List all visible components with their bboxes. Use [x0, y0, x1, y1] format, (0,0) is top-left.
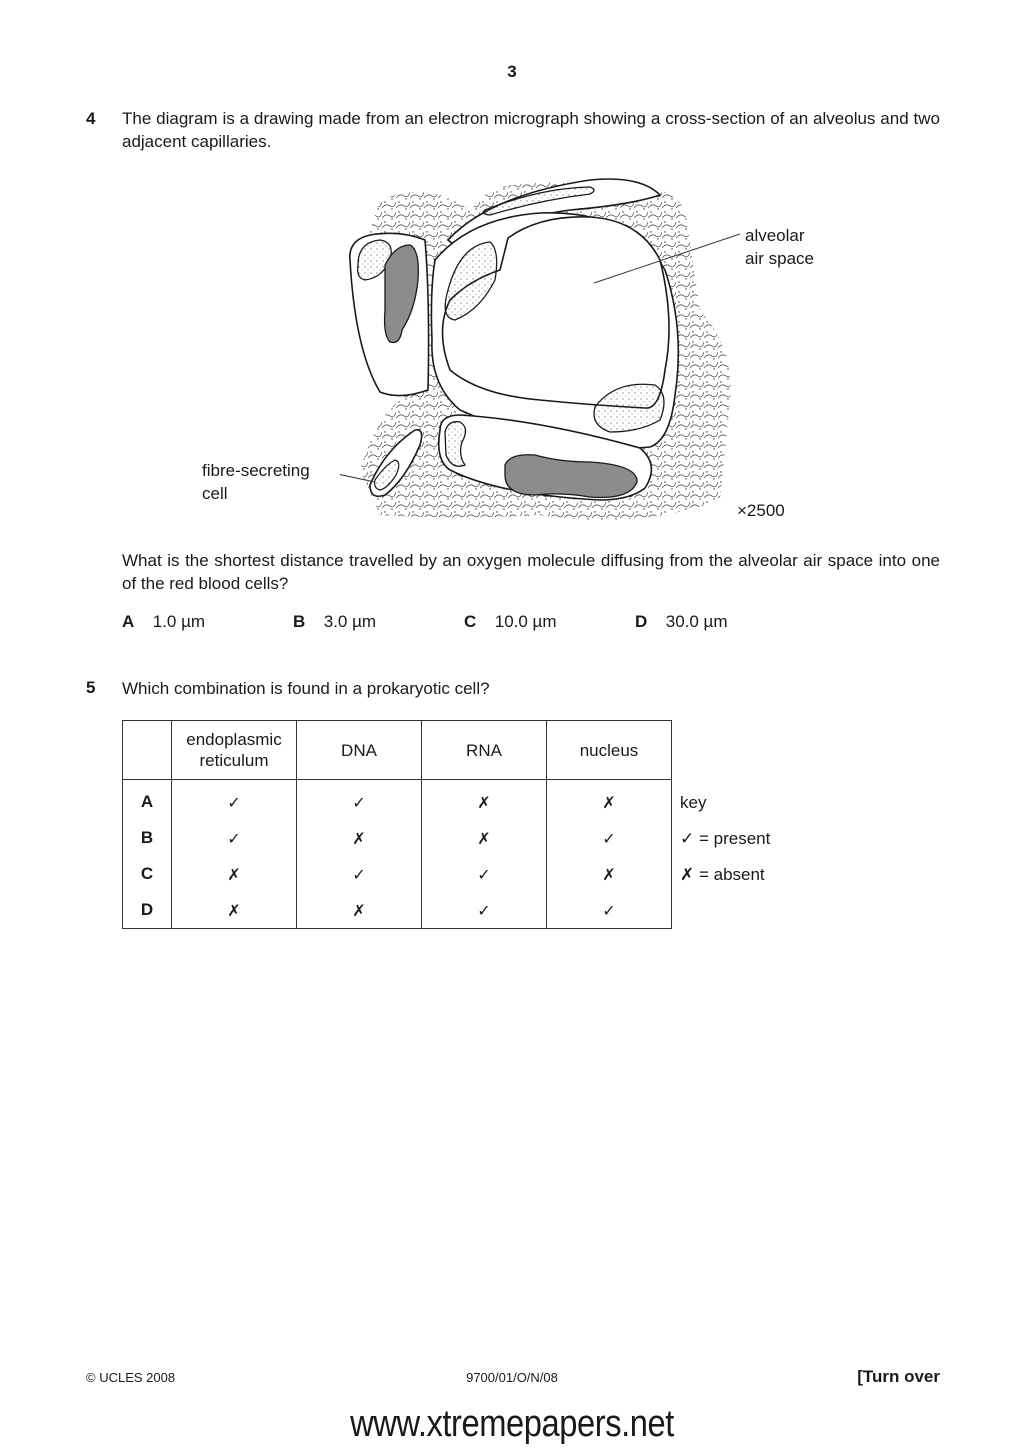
cell-dna: ✓ — [297, 856, 422, 892]
option-d[interactable] — [635, 612, 728, 632]
key-absent: ✗ = absent — [680, 865, 765, 884]
cell-er: ✓ — [172, 780, 297, 821]
cell-rna: ✗ — [422, 780, 547, 821]
footer-turn-over: [Turn over — [857, 1367, 940, 1386]
label-fibre-line2: cell — [202, 484, 228, 503]
footer-copyright: © UCLES 2008 — [86, 1370, 176, 1385]
cell-rna: ✗ — [422, 820, 547, 856]
footer-paper-code: 9700/01/O/N/08 — [466, 1370, 558, 1385]
cell-nucleus: ✓ — [547, 820, 672, 856]
option-c[interactable] — [464, 612, 557, 632]
cell-nucleus: ✗ — [547, 856, 672, 892]
row-label: D — [123, 892, 172, 929]
question-4-prompt: What is the shortest distance travelled by an oxygen molecule diffusing from the alveolar air space into one of the red blood cells? — [122, 551, 940, 593]
question-5-number: 5 — [86, 678, 96, 697]
cell-rna: ✓ — [422, 892, 547, 929]
header-rna: RNA — [422, 721, 547, 780]
alveolus-diagram — [340, 170, 740, 530]
cell-dna: ✗ — [297, 892, 422, 929]
option-b-letter: B — [293, 612, 306, 631]
row-label: C — [123, 856, 172, 892]
option-d-value: 30.0 µm — [665, 612, 728, 631]
key-title: key — [680, 793, 707, 812]
cell-dna: ✗ — [297, 820, 422, 856]
label-alveolar-line1: alveolar — [745, 226, 805, 245]
question-5-text: Which combination is found in a prokaryotic cell? — [122, 679, 490, 698]
header-dna: DNA — [297, 721, 422, 780]
question-4-number: 4 — [86, 109, 96, 128]
label-fibre-line1: fibre-secreting — [202, 461, 310, 480]
label-alveolar — [745, 224, 814, 270]
watermark-url[interactable]: www.xtremepapers.net — [350, 1403, 674, 1445]
label-alveolar-line2: air space — [745, 249, 814, 268]
option-d-letter: D — [635, 612, 648, 631]
magnification: ×2500 — [737, 501, 785, 520]
combination-table — [122, 720, 672, 929]
header-nucleus: nucleus — [547, 721, 672, 780]
cell-er: ✗ — [172, 856, 297, 892]
row-label: A — [123, 780, 172, 821]
table-row — [123, 780, 672, 821]
question-4-text: The diagram is a drawing made from an electron micrograph showing a cross-section of an alveolus and two adjacent capillaries. — [122, 109, 940, 151]
option-c-value: 10.0 µm — [494, 612, 557, 631]
cell-nucleus: ✓ — [547, 892, 672, 929]
label-fibre-secreting-cell — [202, 459, 310, 505]
row-label: B — [123, 820, 172, 856]
option-b[interactable] — [293, 612, 376, 632]
table-row — [123, 820, 672, 856]
cell-er: ✓ — [172, 820, 297, 856]
key-present: ✓ = present — [680, 829, 771, 848]
option-a-value: 1.0 µm — [152, 612, 206, 631]
header-blank — [123, 721, 172, 780]
table-header-row — [123, 721, 672, 780]
header-er-line2: reticulum — [199, 751, 269, 770]
cell-nucleus: ✗ — [547, 780, 672, 821]
table-row — [123, 892, 672, 929]
cell-rna: ✓ — [422, 856, 547, 892]
table-row — [123, 856, 672, 892]
option-a[interactable] — [122, 612, 205, 632]
option-c-letter: C — [464, 612, 477, 631]
header-er-line1: endoplasmic — [186, 730, 282, 749]
option-a-letter: A — [122, 612, 135, 631]
header-er — [172, 721, 297, 780]
cell-dna: ✓ — [297, 780, 422, 821]
page-number: 3 — [507, 62, 517, 81]
cell-er: ✗ — [172, 892, 297, 929]
option-b-value: 3.0 µm — [323, 612, 377, 631]
